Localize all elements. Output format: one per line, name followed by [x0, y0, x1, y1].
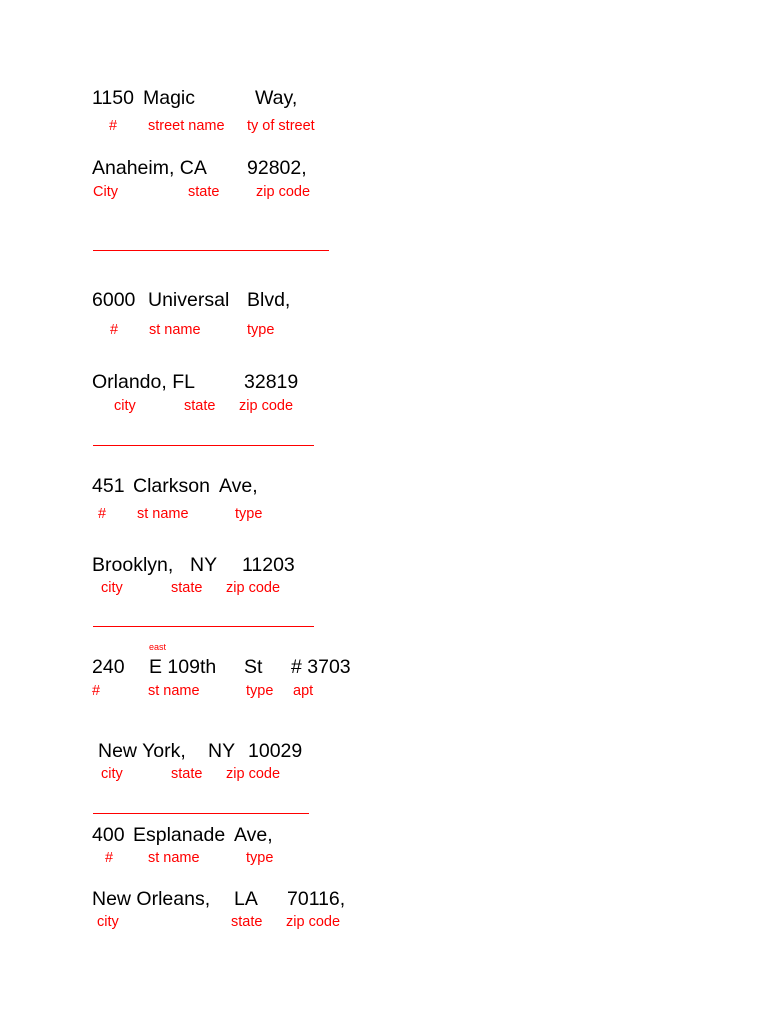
- label-street-type: type: [247, 322, 275, 338]
- street-type: Ave,: [234, 824, 273, 846]
- street-name: Clarkson: [133, 475, 210, 497]
- label-street-type: type: [246, 850, 274, 866]
- label-street-name: st name: [148, 850, 200, 866]
- zip-code: 92802,: [247, 157, 307, 179]
- street-number: 400: [92, 824, 125, 846]
- label-number: #: [98, 506, 107, 522]
- label-street-name: street name: [148, 118, 225, 134]
- label-zip: zip code: [226, 766, 281, 782]
- label-zip: zip code: [226, 580, 281, 596]
- label-street-name: st name: [148, 683, 200, 699]
- zip-code: 11203: [242, 554, 295, 576]
- label-number: #: [110, 322, 119, 338]
- label-number: #: [105, 850, 114, 866]
- label-number: #: [92, 683, 101, 699]
- label-apt: apt: [293, 683, 314, 699]
- state: NY: [208, 740, 236, 762]
- label-street-type: ty of street: [247, 118, 315, 134]
- label-zip: zip code: [256, 184, 311, 200]
- separator-line: [93, 445, 314, 446]
- label-street-name: st name: [137, 506, 189, 522]
- city: Brooklyn,: [92, 554, 174, 576]
- zip-code: 70116,: [287, 888, 346, 910]
- label-city: city: [97, 914, 119, 930]
- annotation-east: east: [149, 642, 167, 652]
- label-state: state: [188, 184, 220, 200]
- label-city: city: [101, 766, 123, 782]
- label-street-type: type: [246, 683, 274, 699]
- city-state: Anaheim, CA: [92, 157, 207, 179]
- separator-line: [93, 813, 309, 814]
- street-type: Way,: [255, 87, 298, 109]
- label-zip: zip code: [286, 914, 341, 930]
- city-state: Orlando, FL: [92, 371, 195, 393]
- label-zip: zip code: [239, 398, 294, 414]
- street-number: 240: [92, 656, 125, 678]
- street-type: Ave,: [219, 475, 258, 497]
- street-number: 6000: [92, 289, 136, 311]
- label-state: state: [171, 580, 203, 596]
- street-name: Universal: [148, 289, 230, 311]
- separator-line: [93, 250, 329, 251]
- street-type: St: [244, 656, 263, 678]
- state: NY: [190, 554, 218, 576]
- zip-code: 32819: [244, 371, 299, 393]
- label-city: City: [93, 184, 118, 200]
- label-city: city: [114, 398, 136, 414]
- label-city: city: [101, 580, 123, 596]
- street-name: E 109th: [149, 656, 217, 678]
- street-type: Blvd,: [247, 289, 291, 311]
- label-number: #: [109, 118, 118, 134]
- city: New Orleans,: [92, 888, 211, 910]
- label-state: state: [184, 398, 216, 414]
- apartment-number: # 3703: [291, 656, 351, 678]
- street-name: Magic: [143, 87, 196, 109]
- street-number: 451: [92, 475, 125, 497]
- city: New York,: [98, 740, 186, 762]
- label-street-name: st name: [149, 322, 201, 338]
- label-state: state: [231, 914, 263, 930]
- street-name: Esplanade: [133, 824, 226, 846]
- state: LA: [234, 888, 258, 910]
- separator-line: [93, 626, 314, 627]
- zip-code: 10029: [248, 740, 303, 762]
- street-number: 1150: [92, 87, 134, 109]
- label-street-type: type: [235, 506, 263, 522]
- label-state: state: [171, 766, 203, 782]
